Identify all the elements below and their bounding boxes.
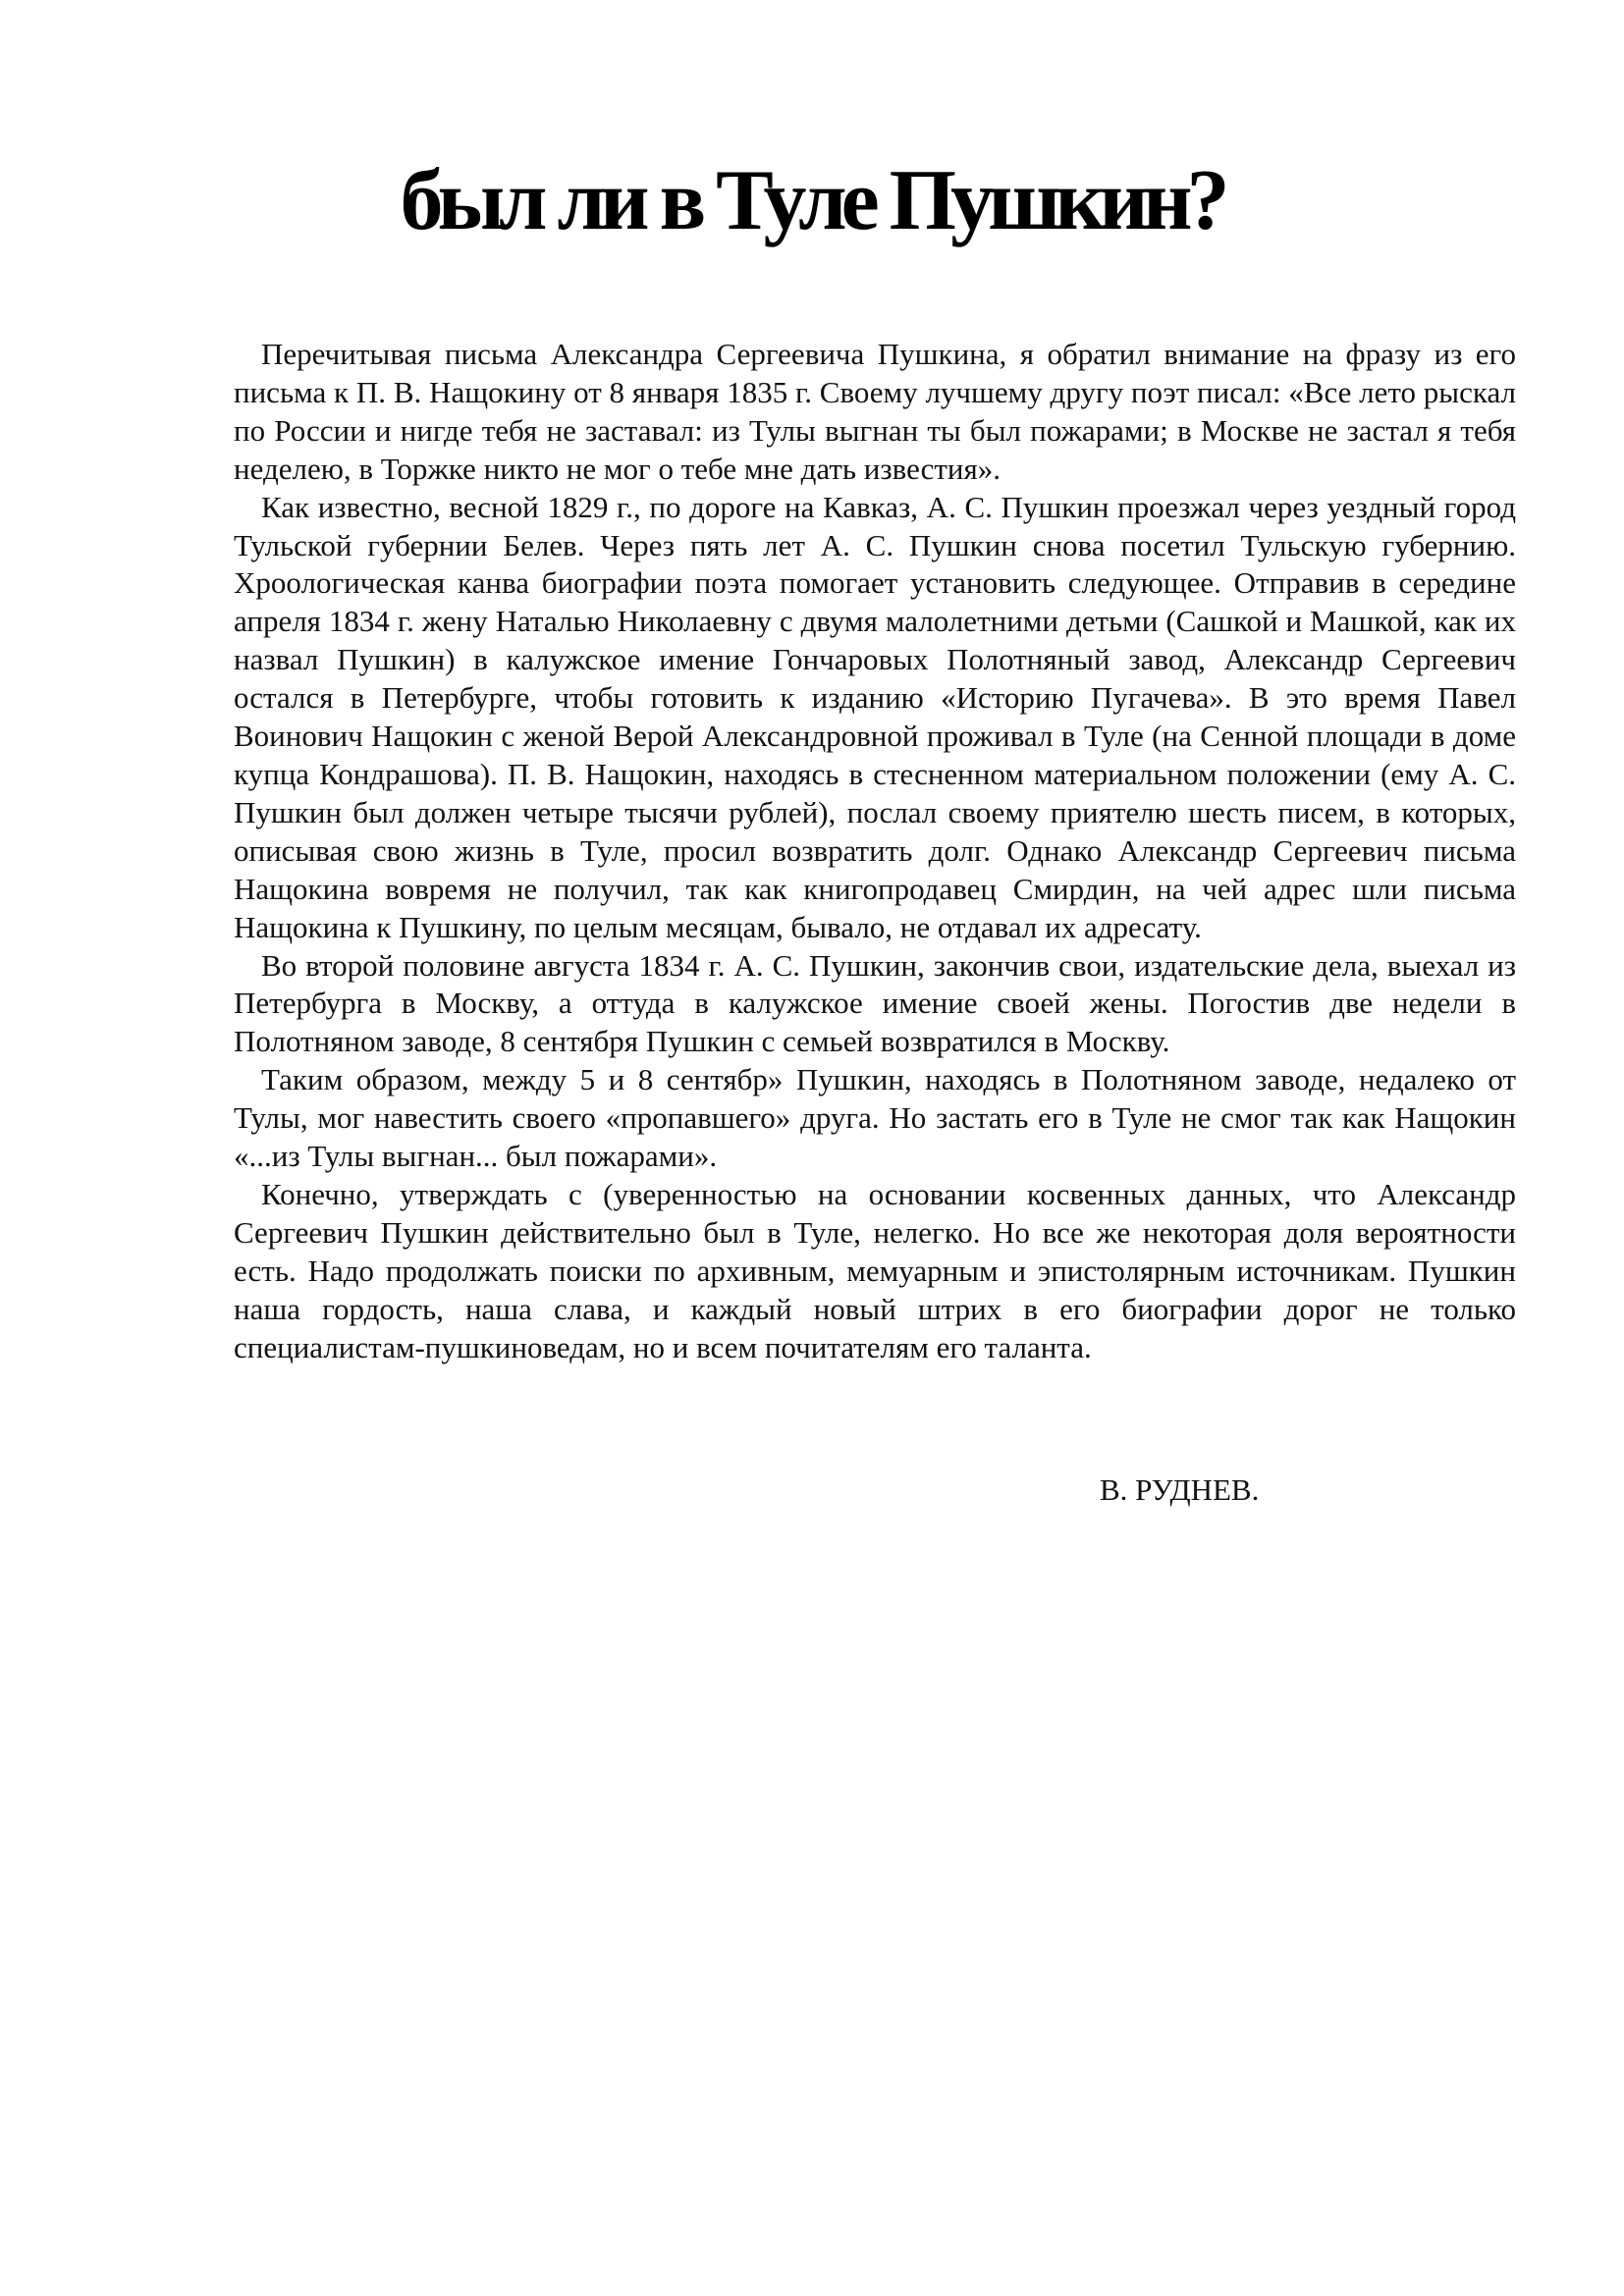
paragraph-1: Перечитывая письма Александра Сергеевича Пушкина, я обратил внимание на фразу из его письма к П. В. Нащокину от 8 января 1835 г. Своему лучшему другу поэт писал: «Все лето рыскал по России и нигде тебя не заставал: из Тулы выгнан ты был пожарами; в Москве не застал я тебя неделею, в Торжке никто не мог о тебе мне дать известия». xyxy=(234,337,1516,486)
paragraph-3: Во второй половине августа 1834 г. А. С. Пушкин, закончив свои, издательские дела, выехал из Петербурга в Москву, а оттуда в калужское имение своей жены. Погостив две недели в Полотняном заводе, 8 сентября Пушкин с семьей возвратился в Москву. xyxy=(234,947,1516,1059)
paragraph-5: Конечно, утверждать с (уверенностью на основании косвенных данных, что Александр Сергеевич Пушкин действительно был в Туле, нелегко. Но все же некоторая доля вероятности есть. Надо продолжать поиски по архивным, мемуарным и эпистолярным источникам. Пушкин наша гордость, наша слава, и каждый новый штрих в его биографии дорог не только специалистам-пушкиноведам, но и всем почитателям его таланта. xyxy=(234,1176,1516,1364)
article-body xyxy=(234,336,1516,1366)
paragraph-2: Как известно, весной 1829 г., по дороге на Кавказ, А. С. Пушкин проезжал через уездный город Тульской губернии Белев. Через пять лет А. С. Пушкин снова посетил Тульскую губернию. Хроологическая канва биографии поэта помогает установить следующее. Отправив в середине апреля 1834 г. жену Наталью Николаевну с двумя малолетними детьми (Сашкой и Машкой, как их назвал Пушкин) в калужское имение Гончаровых Полотняный завод, Александр Сергеевич остался в Петербурге, чтобы готовить к изданию «Историю Пугачева». В это время Павел Воинович Нащокин с женой Верой Александровной проживал в Туле (на Сенной площади в доме купца Кондрашова). П. В. Нащокин, находясь в стесненном материальном положении (ему А. С. Пушкин был должен четыре тысячи рублей), послал своему приятелю шесть писем, в которых, описывая свою жизнь в Туле, просил возвратить долг. Однако Александр Сергеевич письма Нащокина вовремя не получил, так как книгопродавец Смирдин, на чей адрес шли письма Нащокина к Пушкину, по целым месяцам, бывало, не отдавал их адресату. xyxy=(234,489,1516,944)
article-title: был ли в Туле Пушкин? xyxy=(400,153,1224,248)
author-signature: В. РУДНЕВ. xyxy=(1100,1472,1260,1507)
paragraph-4: Таким образом, между 5 и 8 сентябр» Пушкин, находясь в Полотняном заводе, недалеко от Тулы, мог навестить своего «пропавшего» друга. Но застать его в Туле не смог так как Нащокин «...из Тулы выгнан... был пожарами». xyxy=(234,1062,1516,1174)
